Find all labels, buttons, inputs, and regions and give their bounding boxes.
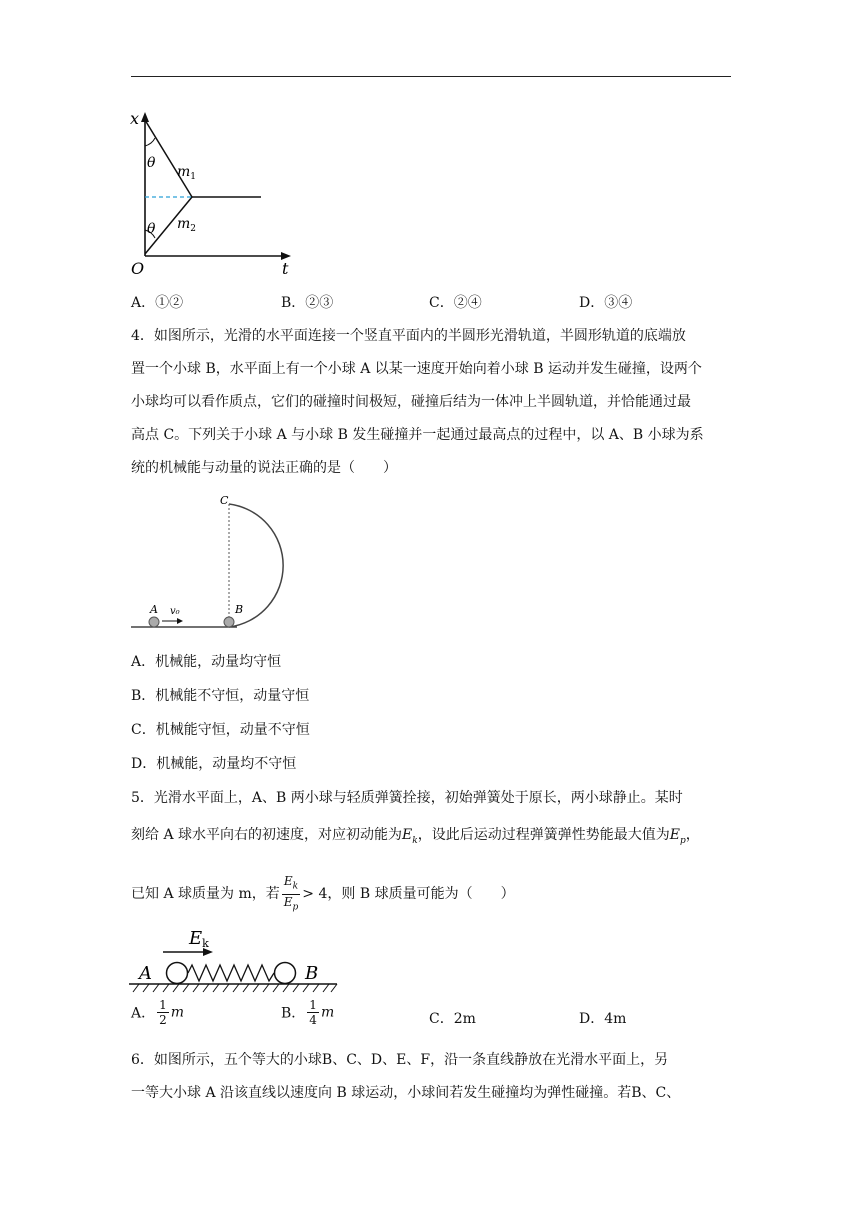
q5-option-c[interactable]: C．2m — [429, 1011, 476, 1027]
q3-option-b[interactable]: B．②③ — [281, 295, 334, 311]
ball-a-label: A — [150, 603, 158, 616]
semicircle-track-figure — [125, 490, 305, 635]
q3-option-a[interactable]: A．①② — [131, 295, 184, 311]
q5-line-2 — [131, 825, 700, 851]
q6-line-1: 6．如图所示，五个等大的小球B、C、D、E、F，沿一条直线静放在光滑水平面上，另 — [131, 1052, 669, 1068]
ball-a-label: A — [139, 963, 152, 984]
theta-arc-top — [145, 138, 155, 146]
origin-label: O — [131, 259, 145, 278]
q5-option-d[interactable]: D．4m — [579, 1011, 627, 1027]
q4-line-4: 高点 C。下列关于小球 A 与小球 B 发生碰撞并一起通过最高点的过程中，以 A、B 小球为系 — [131, 427, 704, 443]
velocity-arrow-head — [177, 618, 183, 624]
ball-b — [224, 617, 234, 627]
q4-option-a[interactable]: A．机械能，动量均守恒 — [131, 654, 282, 670]
ek-symbol: $E_k$ — [402, 827, 418, 846]
ep-symbol: $E_p$ — [669, 827, 686, 846]
surface-hatching — [133, 984, 337, 992]
q5-line-2-part-c: ， — [685, 827, 700, 843]
q5-line-2-part-b: ，设此后运动过程弹簧弹性势能最大值为 — [417, 827, 670, 843]
ball-a — [167, 963, 188, 984]
theta-label-bottom: θ — [147, 221, 156, 237]
q5-inequality: > 4 — [302, 886, 328, 902]
ek-arrow-label: Ek — [189, 928, 209, 950]
ek-over-ep-fraction: $\frac{E_k}{E_p}$ — [283, 874, 299, 912]
m1-label: $m_1$ — [177, 164, 197, 182]
q6-line-2: 一等大小球 A 沿该直线以速度向 B 球运动，小球间若发生碰撞均为弹性碰撞。若B、C、 — [131, 1085, 681, 1101]
q4-line-2: 置一个小球 B，水平面上有一个小球 A 以某一速度开始向着小球 B 运动并发生碰撞，设两个 — [131, 361, 702, 377]
axis-t-label: t — [282, 259, 289, 278]
q5-option-b[interactable]: B． $\frac{1}{4}$ m — [281, 998, 335, 1027]
q4-line-5: 统的机械能与动量的说法正确的是（ ） — [131, 460, 397, 476]
theta-label-top: θ — [147, 155, 156, 171]
q5-line-1: 5．光滑水平面上，A、B 两小球与轻质弹簧拴接，初始弹簧处于原长，两小球静止。某时 — [131, 790, 683, 806]
point-c-label: C — [220, 494, 229, 507]
spring-system-figure — [125, 922, 345, 994]
q3-option-d[interactable]: D．③④ — [579, 295, 633, 311]
velocity-label: v₀ — [170, 606, 180, 617]
q4-option-b[interactable]: B．机械能不守恒，动量守恒 — [131, 688, 310, 704]
q5-line-3-part-c: ，则 B 球质量可能为（ ） — [327, 886, 515, 902]
ball-b — [275, 963, 296, 984]
q5-line-2-part-a: 刻给 A 球水平向右的初速度，对应初动能为 — [131, 827, 403, 843]
spring — [188, 965, 274, 981]
q4-option-d[interactable]: D．机械能，动量均不守恒 — [131, 756, 297, 772]
ball-b-label: B — [235, 603, 244, 616]
q4-option-c[interactable]: C．机械能守恒，动量不守恒 — [131, 722, 310, 738]
q3-option-c[interactable]: C．②④ — [429, 295, 482, 311]
ball-b-label: B — [305, 963, 319, 984]
xt-graph-figure — [125, 108, 295, 278]
q4-line-3: 小球均可以看作质点，它们的碰撞时间极短，碰撞后结为一体冲上半圆轨道，并恰能通过最 — [131, 394, 691, 410]
page-top-rule — [131, 76, 731, 77]
q3-options — [131, 292, 731, 312]
q4-line-1: 4．如图所示，光滑的水平面连接一个竖直平面内的半圆形光滑轨道，半圆形轨道的底端放 — [131, 328, 686, 344]
ball-a — [149, 617, 159, 627]
axis-x-label: x — [130, 109, 140, 128]
m2-label: $m_2$ — [177, 216, 197, 234]
q5-options — [131, 998, 731, 1038]
q5-option-a[interactable]: A． $\frac{1}{2}$ m — [131, 998, 185, 1027]
q5-line-3-part-a: 已知 A 球质量为 m，若 — [131, 886, 280, 902]
q5-line-3 — [131, 874, 515, 914]
